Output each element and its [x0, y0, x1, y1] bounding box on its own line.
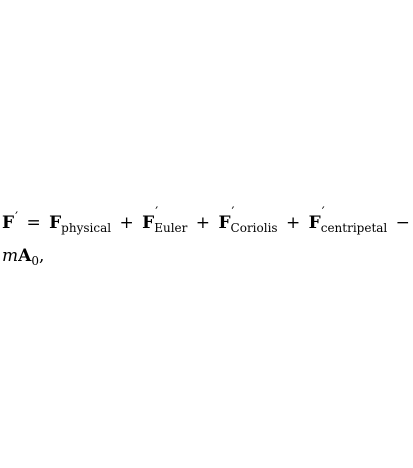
force-prime-symbol: F — [2, 213, 15, 233]
minus-sign: − — [395, 213, 410, 233]
euler-subscript: Euler — [154, 221, 188, 235]
euler-prime-subscript — [154, 205, 188, 242]
prime-mark: ′ — [155, 205, 159, 220]
acceleration-symbol: A — [18, 246, 32, 266]
coriolis-prime-subscript — [230, 205, 278, 242]
plus-sign: + — [285, 213, 301, 233]
equals-sign: = — [26, 213, 41, 233]
force-physical-symbol: F — [49, 213, 62, 233]
equation-line-1 — [2, 204, 410, 242]
force-centripetal-symbol: F — [308, 213, 321, 233]
force-euler-symbol: F — [142, 213, 155, 233]
acceleration-subscript: 0 — [31, 254, 39, 268]
trailing-comma: , — [38, 246, 45, 266]
centripetal-prime-subscript — [320, 205, 388, 242]
physical-subscript: physical — [61, 221, 112, 235]
prime-mark: ′ — [231, 205, 235, 220]
mass-symbol: m — [2, 246, 19, 266]
frame-force-equation — [2, 204, 410, 275]
plus-sign: + — [119, 213, 134, 233]
prime-mark: ′ — [15, 210, 19, 225]
force-coriolis-symbol: F — [218, 213, 231, 233]
prime-mark: ′ — [321, 205, 325, 220]
equation-line-2 — [2, 242, 398, 275]
plus-sign: + — [195, 213, 211, 233]
centripetal-subscript: centripetal — [320, 221, 388, 235]
coriolis-subscript: Coriolis — [230, 221, 278, 235]
